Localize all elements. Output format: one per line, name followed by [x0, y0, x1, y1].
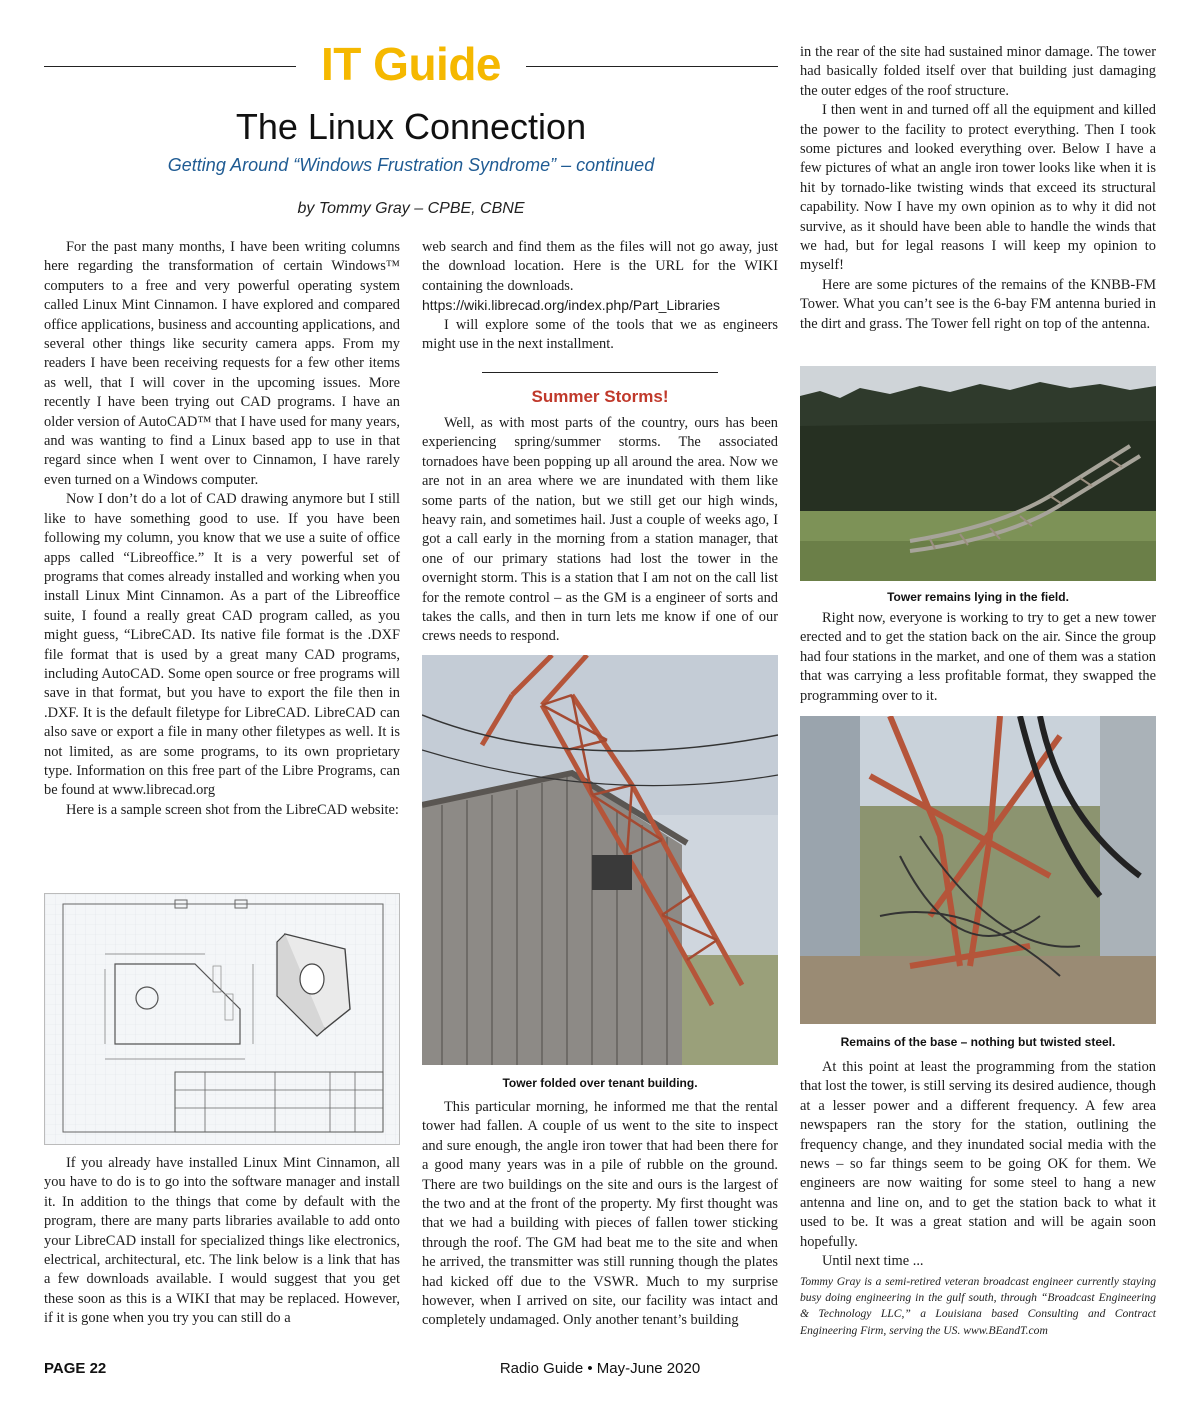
- col1-paragraph-3: Here is a sample screen shot from the LibreCAD website:: [66, 801, 399, 818]
- librecad-screenshot: [44, 893, 400, 1145]
- tower-in-field-photo: [800, 366, 1156, 581]
- header-rule-left: [44, 66, 296, 67]
- article-subtitle: Getting Around “Windows Frustration Syndrome” – continued: [167, 155, 655, 175]
- col3-paragraph-4: Right now, everyone is working to try to get a new tower erected and to get the station back on the air. Since the group had four stations in the market, and one of them was a station that was carrying a less profitable format, they swapped the programming over to it.: [800, 610, 1156, 704]
- col1-paragraph-1: For the past many months, I have been writing columns here regarding the transformation of certain Windows™ computers to a free and very powerful operating system called Linux Mint Cinnamon. I have explored and compared office applications, business and accounting applications, and several other things like security camera apps. From my readers I have been receiving requests for a few other items as well, that I will cover in the upcoming issues. More recently I have been trying out CAD programs. I have an older version of AutoCAD™ that I have used for many years, and was wanting to find a Linux based app to use in that regard since when I went over to Cinnamon, I have rarely even turned on a Windows computer.: [44, 239, 400, 488]
- col1-paragraph-2: Now I don’t do a lot of CAD drawing anymore but I still like to have something good to use. If you have been following my column, you know that we use a suite of office apps called “Libreoffice.” It is a very powerful set of programs that comes already installed and working when you install Linux Mint Cinnamon. As a part of the Libreoffice suite, I found a really great CAD program called, as you might guess, “LibreCAD. Its native file format is the .DXF file format that is used by a great many CAD programs, including AutoCAD. Some open source or free programs will save in that format, but you have to export the file then in .DXF. It is the default filetype for LibreCAD. LibreCAD can also save or export a file in many other filetypes as well. It is not limited, as are some programs, to its own proprietary type. Information on this free part of the Libre Programs, can be found at www.librecad.org: [44, 491, 400, 799]
- column-2-top: [422, 238, 778, 354]
- column-2-middle: [422, 414, 778, 647]
- article-title: The Linux Connection: [235, 106, 587, 147]
- caption-tower-field: Tower remains lying in the field.: [887, 590, 1069, 604]
- magazine-issue: Radio Guide • May-June 2020: [499, 1360, 701, 1377]
- caption-tower-folded: Tower folded over tenant building.: [502, 1076, 698, 1090]
- column-3-middle: [800, 609, 1156, 706]
- page-number: PAGE 22: [44, 1360, 107, 1377]
- column-3-top: [800, 43, 1156, 334]
- col2-paragraph-3: Well, as with most parts of the country, ours has been experiencing spring/summer storms. The associated tornadoes have been popping up all around the area. Now we are not in an area where we are inundated with them like some parts of the nation, but we still get our high winds, heavy rain, and sometimes hail. Just a couple of weeks ago, I got a call early in the morning from a station manager, that one of our primary stations had lost the tower in the overnight storm. This is a station that I am not on the call list for the remote control – as the GM is a engineer of sorts and takes the calls, and then in turn lets me know if one of our crews needs to respond.: [422, 415, 778, 645]
- byline: by Tommy Gray – CPBE, CBNE: [297, 200, 525, 217]
- col3-paragraph-5: At this point at least the programming from the station that lost the tower, is still serving its desired audience, though at a lesser power and a different frequency. A few area newspapers ran the story for the station, outlining the frequency change, and they inundated social media with the news – so far things seem to be going OK for them. We engineers are now waiting for some steel to hang a new antenna and line on, and to get the station back to what it used to be. It was a great station and will be again soon hopefully.: [800, 1059, 1156, 1250]
- summer-storms-subhead: Summer Storms!: [531, 387, 669, 406]
- col3-paragraph-6: Until next time ...: [822, 1253, 924, 1270]
- column-1-bottom: [44, 1154, 400, 1329]
- section-divider: [482, 372, 718, 373]
- parts-library-url[interactable]: https://wiki.librecad.org/index.php/Part_Libraries: [422, 297, 721, 314]
- column-1-top: [44, 238, 400, 820]
- tower-over-building-photo: [422, 655, 778, 1065]
- col2-paragraph-4: This particular morning, he informed me that the rental tower had fallen. A couple of us went to the site to inspect and sure enough, the angle iron tower that had been there for a good many years was in a pile of rubble on the ground. There are two buildings on the site and ours is the largest of the two and at the front of the property. My first thought was that we had a building with pieces of fallen tower sticking through the roof. The GM had beat me to the site and when he arrived, the transmitter was still running though the plates had kicked off due to the VSWR. Much to my surprise however, when I arrived on site, our facility was intact and completely undamaged. Only another tenant’s building: [422, 1099, 778, 1329]
- col3-paragraph-2: I then went in and turned off all the equipment and killed the power to the facility to protect everything. Then I took some pictures and looked everything over. Below I have a few pictures of what an angle iron tower looks like when it is hit by tornado-like twisting winds that exceed its structural capability. Now I have my own opinion as to why it did not survive, as it should have been able to handle the winds that we had, but for legal reasons I will keep my opinion to myself!: [800, 102, 1156, 274]
- column-2-bottom: [422, 1098, 778, 1331]
- author-bio: [800, 1274, 1156, 1339]
- col1-paragraph-4: If you already have installed Linux Mint Cinnamon, all you have to do is to go into the software manager and install it. In addition to the things that come by default with the program, there are many parts libraries available to add onto your LibreCAD install for specialized things like electronics, electrical, architectural, etc. The link below is a link that has a few downloads available. I would suggest that you get these soon as this is a WIKI that may be replaced. However, if it is gone when you try you can still do a: [44, 1155, 400, 1327]
- col2-paragraph-2: I will explore some of the tools that we as engineers might use in the next installment.: [422, 316, 778, 353]
- author-bio-text: Tommy Gray is a semi-retired veteran broadcast engineer currently staying busy doing engineering in the gulf south, through “Broadcast Engineering & Technology LLC,” a Louisiana based Consulting and Contract Engineering Firm, serving the US. www.BEandT.com: [800, 1275, 1156, 1337]
- header-rule-right: [526, 66, 778, 67]
- caption-base-remains: Remains of the base – nothing but twisted steel.: [840, 1035, 1116, 1049]
- col3-paragraph-3: Here are some pictures of the remains of the KNBB-FM Tower. What you can’t see is the 6-bay FM antenna buried in the dirt and grass. The Tower fell right on top of the antenna.: [800, 276, 1156, 332]
- section-title: IT Guide: [321, 38, 501, 90]
- tower-base-photo: [800, 716, 1156, 1024]
- col2-paragraph-1: web search and find them as the files will not go away, just the download location. Here is the URL for the WIKI containing the downloads.: [422, 239, 778, 294]
- col3-paragraph-1: in the rear of the site had sustained minor damage. The tower had basically folded itself over that building just damaging the outer edges of the roof structure.: [800, 44, 1156, 99]
- column-3-bottom: [800, 1058, 1156, 1271]
